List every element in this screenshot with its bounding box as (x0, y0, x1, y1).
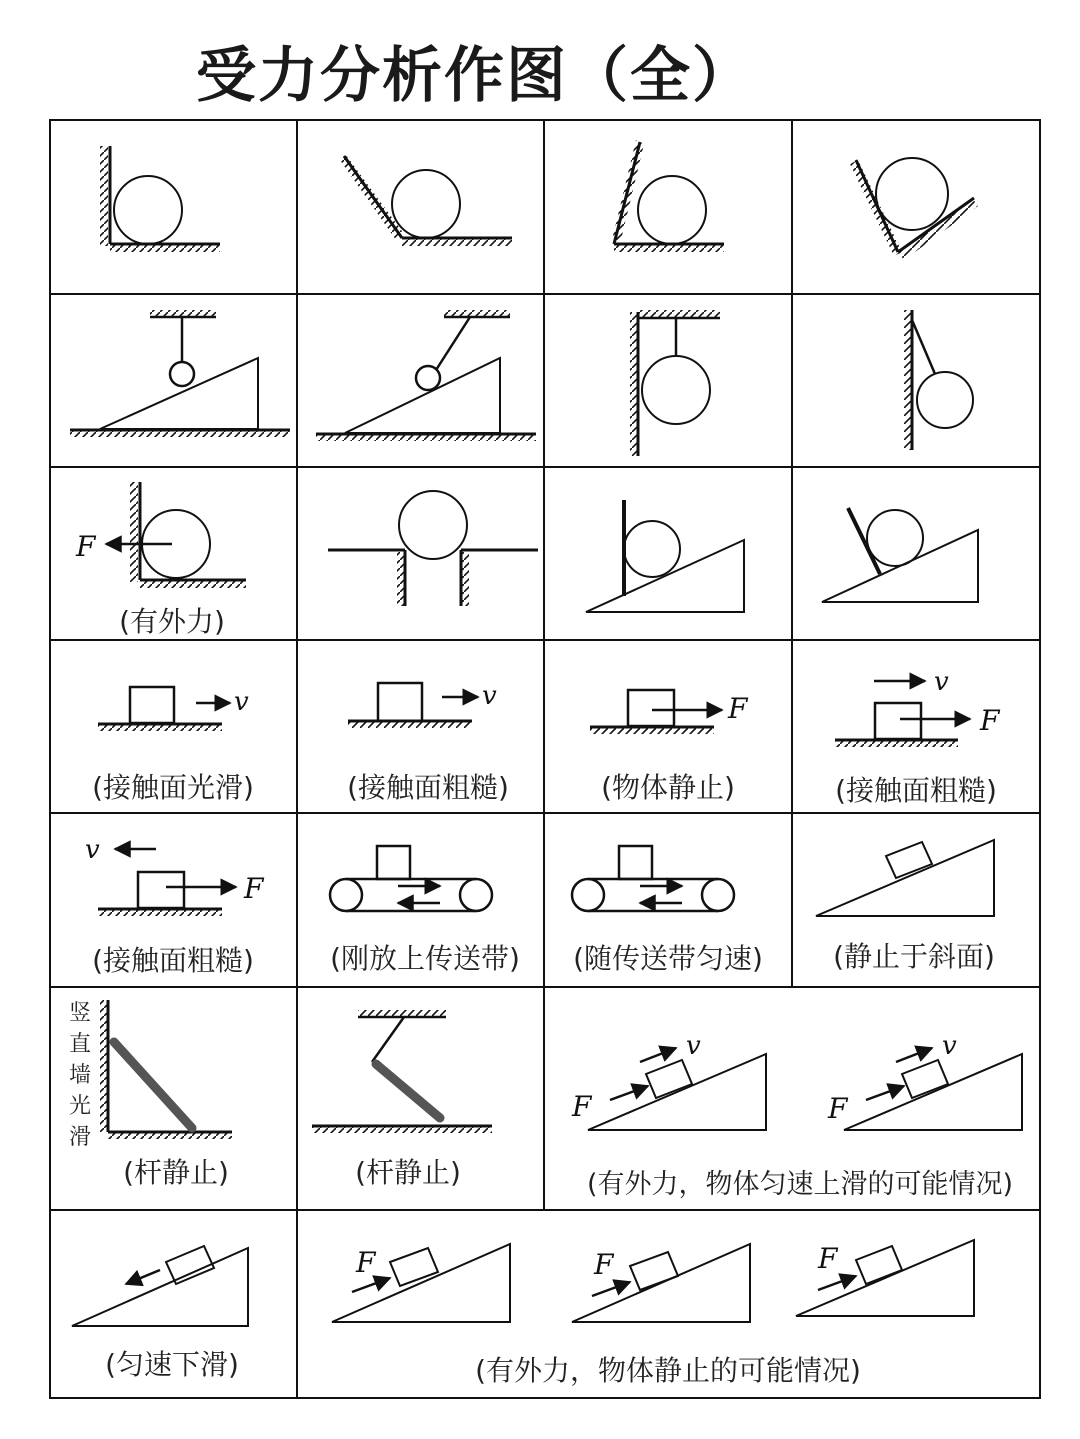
force-label: F (76, 530, 96, 563)
caption-rod-at-rest: (杆静止) (355, 1156, 461, 1189)
diagram-hanging-ball-incline-angled (316, 310, 536, 441)
ball (876, 158, 948, 230)
diagram-ball-on-string-wall (904, 310, 973, 450)
diagram-block-at-rest-force (590, 690, 722, 734)
caption-rod-at-rest: (杆静止) (123, 1156, 229, 1189)
diagram-ball-external-force (106, 482, 246, 588)
force-label: F (828, 1092, 848, 1125)
force-label: F (572, 1090, 592, 1123)
velocity-label: v (934, 667, 949, 697)
diagram-block-smooth-surface (98, 687, 230, 731)
vertical-note-char: 光 (68, 1094, 92, 1119)
diagram-conveyor-uniform (572, 846, 734, 911)
caption-object-at-rest: (物体静止) (601, 771, 735, 804)
velocity-label: v (482, 681, 497, 711)
vertical-note-char: 直 (68, 1032, 92, 1057)
ball (399, 491, 467, 559)
caption-moving-with-belt: (随传送带匀速) (573, 942, 763, 975)
force-label: F (818, 1242, 838, 1275)
caption-just-placed-on-belt: (刚放上传送带) (330, 942, 520, 975)
ball (867, 510, 923, 566)
force-label: F (356, 1246, 376, 1279)
diagram-ball-plank-incline (822, 508, 978, 602)
caption-uniform-slide-up: (有外力，物体匀速上滑的可能情况) (586, 1169, 1014, 1200)
ball (416, 366, 440, 390)
diagram-slide-down-incline (72, 1246, 248, 1326)
ball (638, 176, 706, 244)
rod (114, 1042, 192, 1128)
diagram-ball-on-two-posts (328, 491, 538, 606)
velocity-label: v (234, 687, 249, 717)
caption-rough-surface: (接触面粗糙) (92, 944, 254, 977)
caption-rest-with-external-force: (有外力，物体静止的可能情况) (475, 1354, 861, 1387)
vertical-note-char: 滑 (68, 1125, 92, 1150)
force-label: F (728, 692, 748, 725)
diagram-conveyor-just-placed (330, 846, 492, 911)
ball (642, 356, 710, 424)
caption-rough-surface: (接触面粗糙) (835, 774, 997, 807)
caption-external-force: (有外力) (119, 605, 225, 638)
diagram-rod-wall-floor (100, 1000, 232, 1139)
caption-rough-surface: (接触面粗糙) (347, 771, 509, 804)
ball (170, 362, 194, 386)
diagram-ball-wall-floor (100, 146, 220, 252)
velocity-label: v (942, 1031, 957, 1061)
diagram-ball-wall-incline (586, 500, 744, 612)
vertical-note-char: 竖 (68, 1001, 92, 1026)
diagram-block-opposite-force-velocity (98, 849, 236, 916)
diagram-block-rough-surface (348, 683, 478, 728)
diagram-hanging-ball-wall (630, 310, 720, 456)
page-title: 受力分析作图（全） (196, 41, 754, 111)
ball (917, 372, 973, 428)
caption-smooth-surface: (接触面光滑) (92, 771, 254, 804)
ball (624, 521, 680, 577)
velocity-label: v (686, 1031, 701, 1061)
force-label: F (980, 704, 1000, 737)
diagram-ball-slope-left (340, 155, 512, 246)
diagram-ball-v-groove (850, 158, 978, 260)
force-label: F (594, 1248, 614, 1281)
ball (392, 170, 460, 238)
diagram-block-rough-force-velocity (835, 681, 970, 747)
force-label: F (244, 872, 264, 905)
diagram-hanging-ball-incline (70, 310, 290, 437)
velocity-label: v (85, 835, 100, 865)
vertical-note-char: 墙 (68, 1063, 92, 1088)
caption-uniform-slide-down: (匀速下滑) (105, 1348, 239, 1381)
diagram-rod-hanging (312, 1010, 492, 1133)
vertical-note (69, 1001, 91, 1150)
diagram-ball-slope-right (612, 140, 724, 252)
caption-rest-on-incline: (静止于斜面) (833, 940, 995, 973)
diagram-slide-up-force-a (588, 1048, 766, 1130)
ball (114, 176, 182, 244)
diagram-block-rest-incline (816, 840, 994, 916)
diagram-slide-up-force-b (844, 1048, 1022, 1130)
rod (376, 1064, 440, 1118)
